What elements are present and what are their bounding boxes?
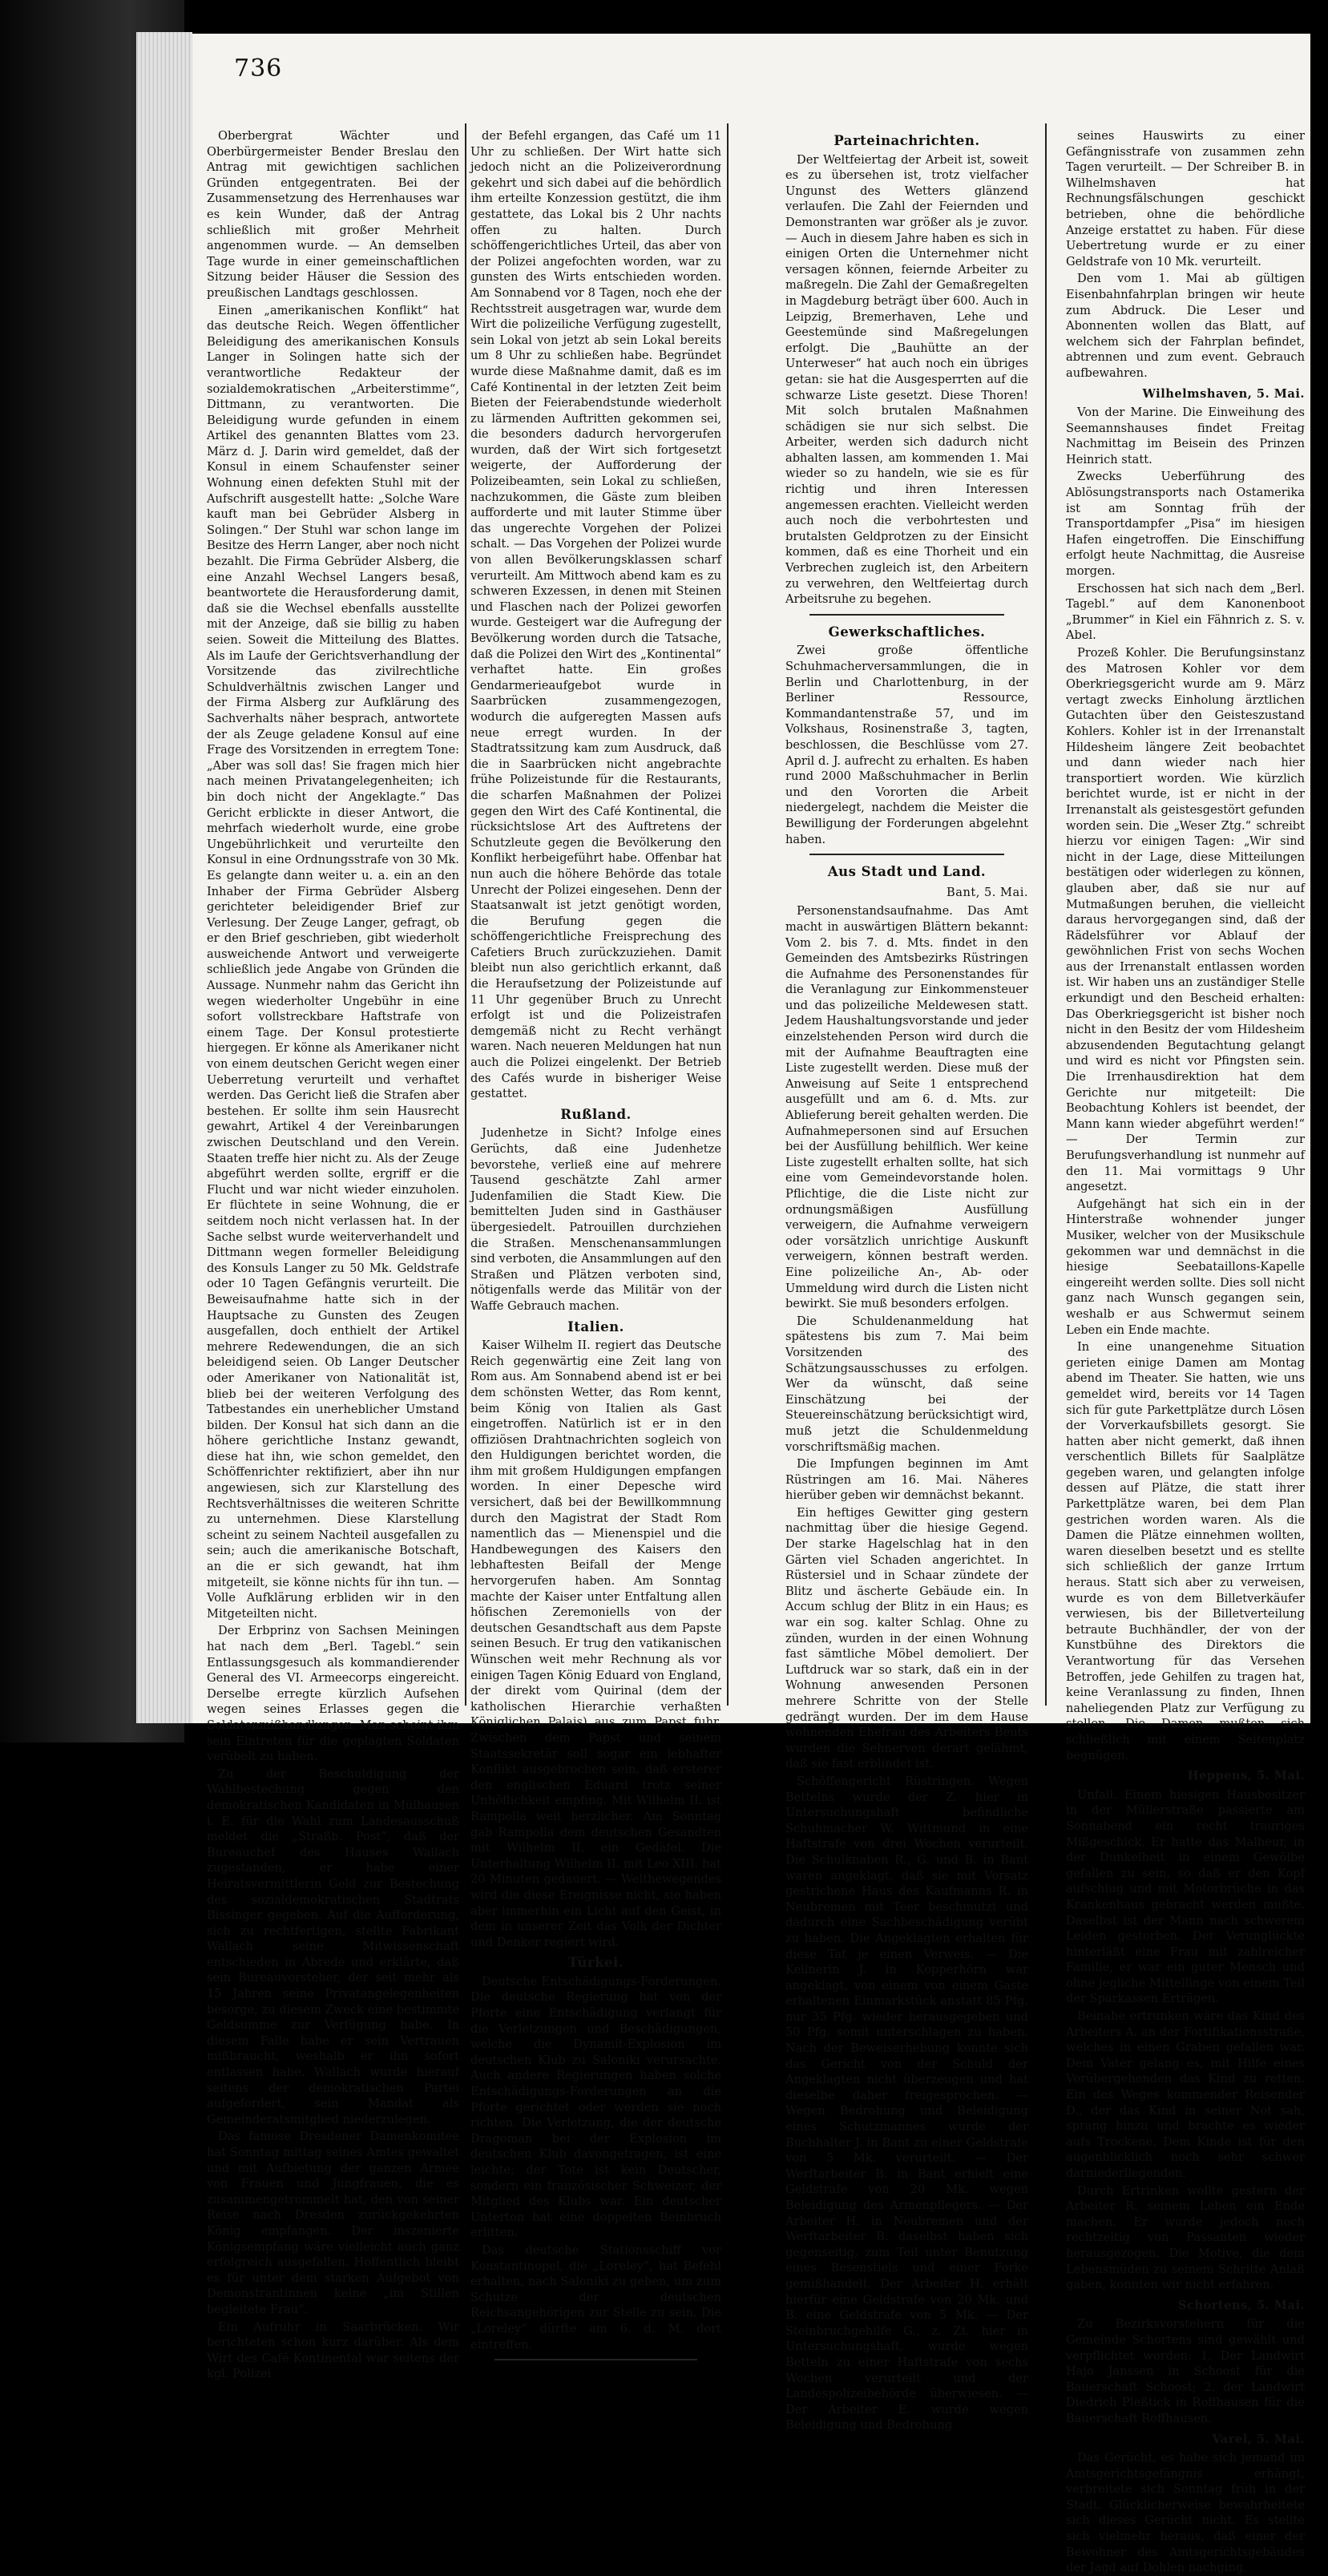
- column-2: [470, 128, 721, 2352]
- column-3: [785, 128, 1028, 2433]
- article-paragraph: In eine unangenehme Situation gerieten einige Damen am Montag abend im Theater. Sie hatten, wie uns gemeldet wird, bereits vor 14 Tagen sich für gute Parkettplätze durch Lösen der Vorverkaufsbillets gesorgt. Sie hatten aber nicht gemerkt, daß ihnen verschentlich Billets für Saalplätze gegeben waren, und gelangten infolge dessen auf Plätze, die statt ihrer Parkettplätze waren, bei dem Plan gestrichen worden waren. Als die Damen die Plätze einnehmen wollten, waren dieselben besetzt und es stellte sich schließlich der ganze Irrtum heraus. Statt sich aber zu verweisen, wurde es von dem Billetverkäufer verwiesen, bis der Billetverteilung betraute Buchhändler, der von der Kunstbühne des Direktors die Verantwortung für das Versehen Betroffen, jede Gehilfen zu tragen hat, keine Veranlassung zu finden, Ihnen naheliegenden Platz zur Verfügung zu stellen. Die Damen mußten sich schließlich mit einem Seitenplatz begnügen.: [1066, 1340, 1305, 1762]
- article-paragraph: Von der Marine. Die Einweihung des Seemannshauses findet Freitag Nachmittag im Beisein des Prinzen Heinrich statt.: [1066, 406, 1305, 466]
- article-paragraph: Zu Bezirksvorstehern für die Gemeinde Schortens sind gewählt und verpflichtet worden: 1. Der Landwirt Hajo Janssen in Schoost für die Bauerschaft Schoost; 2. der Landwirt Diedrich Pleßtick in Roffhausen für die Bauerschaft Roffhausen.: [1066, 2317, 1305, 2425]
- column-rule: [727, 123, 729, 1706]
- section-heading: Parteinachrichten.: [834, 133, 980, 148]
- article-paragraph: Die Impfungen beginnen im Amt Rüstringen am 16. Mai. Näheres hierüber geben wir demnächst bekannt.: [785, 1457, 1028, 1503]
- article-paragraph: Ein Aufruhr in Saarbrücken. Wir berichteten schon kurz darüber. Als dem Wirt des Café Kontinental war seitens der kgl. Polizei: [207, 2320, 459, 2381]
- page-edges: [136, 32, 192, 1723]
- dateline: Heppens, 5. Mai.: [1187, 1769, 1305, 1783]
- section-divider: [809, 614, 1004, 618]
- article-paragraph: Durch Ertrinken wollte gestern der Arbeiter R. seinem Leben ein Ende machen. Er wurde jedoch noch rechtzeitig von Passanten wieder herausgezogen. Die Motive, die dem Lebensmüden zu seinem Schritte Anlaß gaben, konnten wir nicht erfahren.: [1066, 2183, 1305, 2292]
- article-paragraph: Einen „amerikanischen Konflikt“ hat das deutsche Reich. Wegen öffentlicher Beleidigung des amerikanischen Konsuls Langer in Solingen hatte sich der verantwortliche Redakteur der sozialdemokratischen „Arbeiterstimme“, Dittmann, zu verantworten. Die Beleidigung wurde gefunden in einem Artikel des genannten Blattes vom 23. März d. J. Darin wird gemeldet, daß der Konsul in einem Schaufenster seiner Wohnung einen defekten Stuhl mit der Aufschrift ausgestellt hatte: „Solche Ware kauft man bei Gebrüder Alsberg in Solingen.“ Der Stuhl war schon lange im Besitze des Herrn Langer, aber noch nicht bezahlt. Die Firma Gebrüder Alsberg, die eine Anzahl Wechsel Langers besaß, beantwortete die Herausforderung damit, daß sie die Wechsel ebenfalls ausstellte mit der Anzeige, daß sie billig zu haben seien. Soweit die Mitteilung des Blattes. Als im Laufe der Gerichtsverhandlung der Vorsitzende das zivilrechtliche Schuldverhältnis zwischen Langer und der Firma Alsberg zur Aufklärung des Sachverhalts näher besprach, antwortete der als Zeuge geladene Konsul auf eine Frage des Vorsitzenden in erregtem Tone: „Aber was soll das! Sie fragen mich hier nach meinen Privatangelegenheiten; ich bin doch nicht der Angeklagte.“ Das Gericht erblickte in dieser Antwort, die mehrfach wiederholt wurde, eine grobe Ungebührlichkeit und verurteilte den Konsul in eine Ordnungsstrafe von 30 Mk. Es gelangte dann weiter u. a. ein an den Inhaber der Firma Gebrüder Alsberg gerichteter beleidigender Brief zur Verlesung. Der Zeuge Langer, gefragt, ob er den Brief geschrieben, gibt wiederholt ausweichende Antwort und verweigerte schließlich jede Angabe von Gründen die Aussage. Nunmehr nahm das Gericht ihn wegen wiederholter Ungebühr in eine sofort vollstreckbare Haftstrafe von einem Tage. Der Konsul protestierte hiergegen. Er könne als Amerikaner nicht von einem deutschen Gericht wegen einer Ueberretung verurteilt und verhaftet werden. Das Gericht ließ die Strafen aber bestehen. Er sollte ihm sein Hausrecht gewahrt, Artikel 4 der Vereinbarungen zwischen Deutschland und den Verein. Staaten treffe hier nicht zu. Als der Zeuge abgeführt werden sollte, ergriff er die Flucht und war nicht wieder einzuholen. Er flüchtete in seine Wohnung, die er seitdem noch nicht verlassen hat. In der Sache selbst wurde weiterverhandelt und Dittmann wegen formeller Beleidigung des Konsuls Langer zu 50 Mk. Geldstrafe oder 10 Tagen Gefängnis verurteilt. Die Beweisaufnahme hatte sich in der Hauptsache zu Gunsten des Zeugen ausgefallen, doch enthielt der Artikel mehrere Redewendungen, die an sich beleidigend seien. Ob Langer Deutscher oder Amerikaner von Nationalität ist, blieb bei der weiteren Verfolgung des Tatbestandes ein unerheblicher Umstand bilden. Der Konsul hat sich dann an die höhere gerichtliche Instanz gewandt, diese hat ihn, wie schon gemeldet, den Schöffenrichter rektifiziert, aber ihn nur angewiesen, sich zur Klarstellung des Rechtsverhältnisses die weiteren Schritte zu unternehmen. Diese Klarstellung scheint zu seinem Nachteil ausgefallen zu sein; auch die amerikanische Botschaft, an die er sich gewandt, hat ihm mitgeteilt, sie könne nichts für ihn tun. — Volle Aufklärung erbliden wir in den Mitgeteilten nicht.: [207, 303, 459, 1621]
- article-paragraph: Ein heftiges Gewitter ging gestern nachmittag über die hiesige Gegend. Der starke Hagelschlag hat in den Gärten viel Schaden angerichtet. In Rüstersiel und in Schaar zündete der Blitz und äscherte Gebäude ein. In Accum schlug der Blitz in ein Haus; es war ein sog. kalter Schlag. Ohne zu zünden, wurden in der einen Wohnung fast sämtliche Möbel demoliert. Der Luftdruck war so stark, daß ein in der Wohnung anwesenden Personen mehrere Schritte von der Stelle gedrängt wurden. Der im dem Hause wohnenden Ehefrau des Arbeiters Beuts wurden die Sehnerven derart gelähmt, daß sie fast erblindet ist.: [785, 1505, 1028, 1771]
- article-paragraph: Den vom 1. Mai ab gültigen Eisenbahnfahrplan bringen wir heute zum Abdruck. Die Leser und Abonnenten wollen das Blatt, auf welchem sich der Fahrplan befindet, abtrennen und zum event. Gebrauch aufbewahren.: [1066, 272, 1305, 380]
- article-paragraph: Personenstandsaufnahme. Das Amt macht in auswärtigen Blättern bekannt: Vom 2. bis 7. d. Mts. findet in den Gemeinden des Amtsbezirks Rüstringen die Aufnahme des Personenstandes für die Veranlagung zur Einkommensteuer und das polizeiliche Meldewesen statt. Jedem Haushaltungsvorstande und jeder einzelstehenden Person wird durch die mit der Aufnahme Beauftragten eine Liste zugestellt werden. Diese muß der Anweisung auf Seite 1 entsprechend ausgefüllt und am 6. d. Mts. zur Ablieferung bereit gehalten werden. Die Aufnahmepersonen sind auf Ersuchen bei der Ausfüllung behilflich. Wer keine Liste zugestellt erhalten sollte, hat sich eine vom Gemeindevorstande holen. Pflichtige, die die Liste nicht zur ordnungsmäßigen Ausfüllung verweigern, die Aufnahme verweigern oder vorsätzlich unrichtige Auskunft verweigern, können bestraft werden. Eine polizeiliche An-, Ab- oder Ummeldung wird durch die Listen nicht bewirkt. Sie muß besonders erfolgen.: [785, 904, 1028, 1311]
- article-paragraph: Zwecks Ueberführung des Ablösungstransports nach Ostamerika ist am Sonntag früh der Transportdampfer „Pisa“ im hiesigen Hafen eingetroffen. Die Einschiffung erfolgt heute Nachmittag, die Ausreise morgen.: [1066, 470, 1305, 579]
- section-heading: Aus Stadt und Land.: [827, 864, 987, 880]
- article-paragraph: Deutsche Entschädigungs-Forderungen. Die deutsche Regierung hat von der Pforte eine Entschädigung verlangt für die Verletzungen und Beschädigungen, welche die Dynamit-Explosion im deutschen Klub zu Saloniki verursachte. Auch andere Regierungen haben solche Entschädigungs-Forderungen an die Pforte gerichtet oder werden sie noch richten. Die Verletzung, die der deutsche Dragoman bei der Explosion im deutschen Klub davongetragen, ist eine leichte; der Tote ist kein Deutscher, sondern ein französischer Schweizer, der Mitglied des Klubs war. Ein deutscher Unterton hat eine doppelten Beinbruch erlitten.: [470, 1974, 721, 2240]
- column-4: [1066, 128, 1305, 2575]
- article-paragraph: Das famose Dresdener Damenkomitee hat Sonntag mittag seines Amtes gewaltet und mit Aufbietung der ganzen Armee von Frauen und Jungfrauen, die es zusammengetrommelt hat, den von seiner Reise nach Dresden zurückgekehrten König empfangen. Der inszenierte Königsempfang wäre vielleicht auch ganz erfolgreich ausgefallen. Hoffentlich bleibt es für unter dem starken Aufgebot von Demonstrantinnen keine „im Stillen begleitete Frau“.: [207, 2130, 459, 2316]
- article-paragraph: Schöffengericht Rüstringen. Wegen Bettelns wurde der Z. hier in Untersuchungshaft befindliche Schuhmacher W. Wittmund in eine Haftstrafe von drei Wochen verurteilt. Die Schulknaben R., G. und B. in Bant waren angeklagt, daß sie mit Vorsatz gestrichene Haus des Kaufmanns R. in Neubremen mit Teer beschmutzt und dadurch eine Sachbeschädigung verübt zu haben. Die Angeklagten erhalten für diese Tat je einen Verweis. — Die Kellnerin J. in Kopperhörn war angeklagt, von einem von einem Gaste erhaltenen Einmarkstück anstatt 85 Pfg. nur 35 Pfg. wieder herausgegeben und 50 Pfg. somit unterschlagen zu haben. Nach der Beweiserhebung konnte sich das Gericht von der Schuld der Angeklagten nicht überzeugen und hat dieselbe daher freigesprochen. — Wegen Bedrohung und Beleidigung eines Schutzmannes wurde der Buchhalter J. in Bant zu einer Geldstrafe von 5 Mk. verurteilt. — Der Werftarbeiter B. in Bant erhielt eine Geldstrafe von 20 Mk. wegen Beleidigung des Armenpflegers. — Der Arbeiter H. in Neubremen und der Werftarbeiter B. daselbst haben sich gegenseitig, zum Teil unter Benutzung eines Besenstiels und einer Forke gemißhandelt. Der Arbeiter H. erhält hierfür eine Geldstrafe von 20 Mk. und B. eine Geldstrafe von 5 Mk. — Der Steinbruchgehilfe G., z. Zt. hier in Untersuchungshaft, wurde wegen Betteln zu einer Haftstrafe von sechs Wochen verurteilt und der Landespolizeibehörde überwiesen. — Der Arbeiter E. wurde wegen Beleidigung und Bedrohung: [785, 1774, 1028, 2433]
- article-paragraph: Erschossen hat sich nach dem „Berl. Tagebl.“ auf dem Kanonenboot „Brummer“ in Kiel ein Fähnrich z. S. v. Abel.: [1066, 581, 1305, 643]
- column-rule: [465, 123, 466, 1706]
- dateline: Wilhelmshaven, 5. Mai.: [1142, 386, 1305, 401]
- article-paragraph: Das deutsche Stationsschiff vor Konstantinopel, die „Loreley“, hat Befehl erhalten, nach Saloniki zu gehen, um zum Schutze der deutschen Reichsangehörigen zur Stelle zu sein. Die „Loreley“ dürfte am 6. d. M. dort eintreffen.: [470, 2243, 721, 2352]
- section-heading: Rußland.: [560, 1106, 632, 1122]
- article-paragraph: Der Erbprinz von Sachsen Meiningen hat nach dem „Berl. Tagebl.“ sein Entlassungsgesuch als kommandierender General des VI. Armeecorps eingereicht. Derselbe erregte kürzlich Aufsehen wegen seines Erlasses gegen die Soldatenmißhandlungen. Man scheint ihm sein Eintreten für die geplagten Soldaten verübelt zu haben.: [207, 1624, 459, 1764]
- section-heading: Italien.: [567, 1318, 624, 1334]
- section-divider: [494, 2359, 697, 2363]
- article-paragraph: Zu der Beschuldigung der Wahlbestechung gegen den demokratischen Kandidaten in Mülhausen i. E. für die Wahl zum Landesausschuß meldet die „Straßb. Post“, daß der Bureauchef des Hauses Wallach zugestanden, er habe einer Heiratsvermittlerin Geld zur Bestechung des sozialdemokratischen Stadtrats Bissinger gegeben. Auf die Aufforderung, sich zu rechtfertigen, stellte Fabrikant Wallach seine Mitwissenschaft entschieden in Abrede und erklärte, daß sein Bureauvorsteher, der seit mehr als 15 Jahren seine Privatangelegenheiten besorge, zu diesem Zweck eine bestimmte Geldsumme zur Verfügung habe. In diesem Falle habe er sein Vertrauen mißbraucht, weshalb er ihn sofort entlassen habe. Wallach wurde hierauf seitens der demokratischen Partei aufgefordert, sein Mandat als Gemeinderatsmitglied niederzulegen.: [207, 1766, 459, 2126]
- article-paragraph: Das Gerücht, es habe sich jemand im Amtsgerichtsgefängnis erhängt, verbreitete sich Sonntag früh in der Stadt. Glücklicherweise bewahrheitete sich dieses Gerücht nicht. Es stellte sich vielmehr heraus, daß einer der Bewohner des Amtsgerichtsgebäudes der Jagd auf Dohlen nachging.: [1066, 2451, 1305, 2575]
- section-divider: [809, 854, 1004, 858]
- newspaper-page: [192, 34, 1310, 2575]
- section-heading: Gewerkschaftliches.: [828, 624, 986, 640]
- article-paragraph: Judenhetze in Sicht? Infolge eines Gerüchts, daß eine Judenhetze bevorstehe, verließ eine auf mehrere Tausend geschätzte Zahl armer Judenfamilien die Stadt Kiew. Die bemittelten Juden sind in Gasthäuser übergesiedelt. Patrouillen durchziehen die Straßen. Menschenansammlungen sind verboten, die Ansammlungen auf den Straßen und Plätzen verboten sind, nötigenfalls werde das Militär von der Waffe Gebrauch machen.: [470, 1126, 721, 1313]
- article-paragraph: der Befehl ergangen, das Café um 11 Uhr zu schließen. Der Wirt hatte sich jedoch nicht an die Polizeiverordnung gekehrt und sich dabei auf die behördlich ihm erteilte Konzession gestützt, die ihm gestattete, das Lokal bis 2 Uhr nachts offen zu halten. Durch schöffengerichtliches Urteil, das aber von der Polizei angefochten worden, war zu gunsten des Wirts entschieden worden. Am Sonnabend vor 8 Tagen, noch ehe der Rechtsstreit ausgetragen war, wurde dem Wirt die polizeiliche Verfügung zugestellt, sein Lokal von jetzt ab sein Lokal bereits um 8 Uhr zu schließen habe. Begründet wurde diese Maßnahme damit, daß es im Café Kontinental in der letzten Zeit beim Bieten der Feierabendstunde wiederholt zu lärmenden Auftritten gekommen sei, die besonders dadurch hervorgerufen wurden, daß der Wirt sich fortgesetzt weigerte, der Aufforderung der Polizeibeamten, sein Lokal zu schließen, nachzukommen, die Gäste zum bleiben aufforderte und mit lauter Stimme über das ungerechte Vorgehen der Polizei schalt. — Das Vorgehen der Polizei wurde von allen Bevölkerungsklassen scharf verurteilt. Am Mittwoch abend kam es zu schweren Exzessen, in denen mit Steinen und Flaschen nach der Polizei geworfen wurde. Gesteigert war die Aufregung der Bevölkerung worden durch die Tatsache, daß die Polizei den Wirt des „Kontinental“ verhaftet hatte. Ein großes Gendarmerieaufgebot wurde in Saarbrücken zusammengezogen, wodurch die aufgeregten Massen aufs neue erregt wurden. In der Stadtratssitzung kam zum Ausdruck, daß die in Saarbrücken nicht angebrachte frühe Polizeistunde für die Restaurants, die scharfen Maßnahmen der Polizei gegen den Wirt des Café Kontinental, die rücksichtslose Art des Auftretens der Schutzleute gegen die Bevölkerung den Konflikt herbeigeführt habe. Offenbar hat nun auch die höhere Behörde das totale Unrecht der Polizei eingesehen. Denn der Staatsanwalt ist jetzt genötigt worden, die Berufung gegen die schöffengerichtliche Freisprechung des Cafetiers Bruch zurückzuziehen. Damit bleibt nun also gerichtlich erkannt, daß die Heraufsetzung der Polizeistunde auf 11 Uhr gegenüber Bruch zu Unrecht erfolgt ist und die Polizeistrafen demgemäß nicht zu Recht verhängt waren. Nach neueren Meldungen hat nun auch die Polizei eingelenkt. Der Betrieb des Cafés wurde in bisheriger Weise gestattet.: [470, 129, 721, 1101]
- article-paragraph: Kaiser Wilhelm II. regiert das Deutsche Reich gegenwärtig eine Zeit lang von Rom aus. Am Sonnabend abend ist er bei dem schönsten Wetter, das Rom kennt, beim König von Italien als Gast eingetroffen. Natürlich ist er in den offiziösen Drahtnachrichten sogleich von den Huldigungen berichtet worden, die ihm mit großem Huldigungen empfangen worden. In einer Depesche wird versichert, daß bei der Bewillkommnung durch den Magistrat der Stadt Rom namentlich das — Mienenspiel und die Handbewegungen des Kaisers den lebhaftesten Beifall der Menge hervorgerufen haben. Am Sonntag machte der Kaiser unter Entfaltung allen höfischen Zeremoniells von der deutschen Gesandtschaft aus dem Papste seinen Besuch. Er trug den vatikanischen Wünschen weit mehr Rechnung als vor einigen Tagen König Eduard von England, der direkt vom Quirinal (dem der katholischen Hierarchie verhaßten Königlichen Palais) aus zum Papst fuhr. Zwischen dem Papst und seinem Staatssekretär soll sogar ein lebhafter Konflikt ausgebrochen sein, daß ersterer den englischen Eduard trotz seiner Unhöflichkeit empfing. Mit Wilhelm II. ist Rampolla weit herzlicher. Am Sonntag gab Rampolla dem deutschen Gesandten mit Wilhelm II. ein Gedäfel. Die Unterhaltung Wilhelm II. mit Leo XIII. hat 20 Minuten gedauert. — Welthewegendes wird die diese Ereignisse nicht, sie haben aber immerhin ein Licht auf den Geist, in dem in unserer Zeit das Volk der Dichter und Denker regiert wird.: [470, 1338, 721, 1949]
- dateline: Varel, 5. Mai.: [1212, 2432, 1305, 2446]
- article-paragraph: Beinahe ertrunken wäre das Kind des Arbeiters A. an der Fortifikationsstraße, welches in einen Graben gefallen war. Dem Vater gelang es, mit Hilfe eines Vorübergehenden das Kind zu retten. Ein des Weges kommender Reisender D., der das Kind in seiner Not sah, sprang hinzu und brachte es wieder aufs Trockene. Dem Kinde ist für den augenblicklich noch sehr schwer darniederliegenden.: [1066, 2009, 1305, 2180]
- article-paragraph: Der Weltfeiertag der Arbeit ist, soweit es zu übersehen ist, trotz vielfacher Ungunst des Wetters glänzend verlaufen. Die Zahl der Feiernden und Demonstranten war größer als je zuvor. — Auch in diesem Jahre haben es sich in einigen Orten die Unternehmer nicht versagen können, feiernde Arbeiter zu maßregeln. Die Zahl der Gemaßregelten in Magdeburg beträgt über 600. Auch in Leipzig, Bremerhaven, Lehe und Geestemünde sind Maßregelungen erfolgt. Die „Bauhütte an der Unterweser“ hat auch noch ein übriges getan: sie hat die Ausgesperrten auf die schwarze Liste gesetzt. Diese Thoren! Mit solch brutalen Maßnahmen schädigen sie nur sich selbst. Die Arbeiter, werden sich dadurch nicht abhalten lassen, am kommenden 1. Mai wieder so zu handeln, wie sie es für richtig und ihren Interessen angemessen erachten. Vielleicht werden auch noch die verbohrtesten und brutalsten Geldprotzen zu der Einsicht kommen, daß es eine Thorheit und ein Verbrechen zugleich ist, den Arbeitern zu verwehren, den Weltfeiertag durch Arbeitsruhe zu begehen.: [785, 152, 1028, 607]
- dateline: Schortens, 5. Mai.: [1177, 2298, 1305, 2312]
- dateline: Bant, 5. Mai.: [947, 885, 1028, 899]
- section-heading: Türkei.: [567, 1955, 624, 1971]
- article-paragraph: Zwei große öffentliche Schuhmacherversammlungen, die in Berlin und Charlottenburg, in der Berliner Ressource, Kommandantenstraße 57, und im Volkshaus, Rosinenstraße 3, tagten, beschlossen, die Beschlüsse vom 27. April d. J. aufrecht zu erhalten. Es haben rund 2000 Maßschuhmacher in Berlin und den Vororten die Arbeit niedergelegt, nachdem die Meister die Bewilligung der Forderungen abgelehnt haben.: [785, 644, 1028, 846]
- article-paragraph: seines Hauswirts zu einer Gefängnisstrafe von zusammen zehn Tagen verurteilt. — Der Schreiber B. in Wilhelmshaven hat Rechnungsfälschungen geschickt betrieben, ohne die behördliche Anzeige erstattet zu haben. Für diese Uebertretung wurde er zu einer Geldstrafe von 10 Mk. verurteilt.: [1066, 129, 1305, 269]
- article-paragraph: Aufgehängt hat sich ein in der Hinterstraße wohnender junger Musiker, welcher von der Musikschule gekommen war und demnächst in die hiesige Seebataillons-Kapelle eingereiht werden sollte. Dies soll nicht ganz nach Wunsch gegangen sein, weshalb er aus Schwermut seinem Leben ein Ende machte.: [1066, 1197, 1305, 1337]
- article-paragraph: Die Schuldenanmeldung hat spätestens bis zum 7. Mai beim Vorsitzenden des Schätzungsausschusses zu erfolgen. Wer da wünscht, daß seine Einschätzung bei der Steuereinschätzung berücksichtigt wird, muß jetzt die Schuldenmeldung vorschriftsmäßig machen.: [785, 1314, 1028, 1454]
- column-1: [207, 128, 459, 2381]
- article-paragraph: Unfall. Einem hiesigen Hausbesitzer in der Müllerstraße passierte am Sonnabend ein recht trauriges Mißgeschick. Er hatte das Malheur, in der Dunkelheit in einem Gewölbe gefallen zu sein, so daß er den Kopf aufschlug und mit Motorbrüche in das Krankenhaus gebracht werden mußte. Daselbst ist der Mann nach schwerem Leiden gestorben. Der Verunglückte hinterläßt eine Frau mit zahlreicher Familie, er war ein guter Mensch und ohne jegliche Mittellinge von einem Teil der Sparkassen Erträgen.: [1066, 1787, 1305, 2006]
- article-paragraph: Prozeß Kohler. Die Berufungsinstanz des Matrosen Kohler vor dem Oberkriegsgericht wurde am 9. März vertagt zwecks Einholung ärztlichen Gutachten über den Geisteszustand Kohlers. Kohler ist in der Irrenanstalt Hildesheim längere Zeit beobachtet und dann wieder nach hier transportiert worden. Wie kürzlich berichtet wurde, ist er nicht in der Irrenanstalt als geistesgestört gefunden worden sein. Die „Weser Ztg.“ schreibt hierzu vor einigen Tagen: „Wir sind nicht in der Lage, diese Mitteilungen bestätigen oder widerlegen zu können, glauben aber, daß sie nur auf Mutmaßungen beruhen, die vielleicht daraus hervorgegangen sind, daß der Rädelsführer vor Ablauf der gewöhnlichen Frist von sechs Wochen aus der Irrenanstalt entlassen worden ist. Wir haben uns an zuständiger Stelle erkundigt und den Bescheid erhalten: Das Oberkriegsgericht ist bisher noch nicht in den Besitz der vom Hildesheim abzusendenden Begutachtung gelangt und wird es nicht vor Pfingsten sein. Die Irrenhausdirektion hat dem Gerichte nur mitgeteilt: Die Beobachtung Kohlers ist beendet, der Mann kann wieder abgeführt werden!“ — Der Termin zur Berufungsverhandlung ist nunmehr auf den 11. Mai vormittags 9 Uhr angesetzt.: [1066, 646, 1305, 1194]
- column-rule: [1045, 123, 1047, 1706]
- page-number: 736: [234, 55, 283, 83]
- article-paragraph: Oberbergrat Wächter und Oberbürgermeister Bender Breslau den Antrag mit gewichtigen sachlichen Gründen entgegentraten. Bei der Zusammensetzung des Herrenhauses war es kein Wunder, daß der Antrag schließlich mit großer Mehrheit angenommen wurde. — An demselben Tage wurde in einer gemeinschaftlichen Sitzung beider Häuser die Session des preußischen Landtags geschlossen.: [207, 129, 459, 300]
